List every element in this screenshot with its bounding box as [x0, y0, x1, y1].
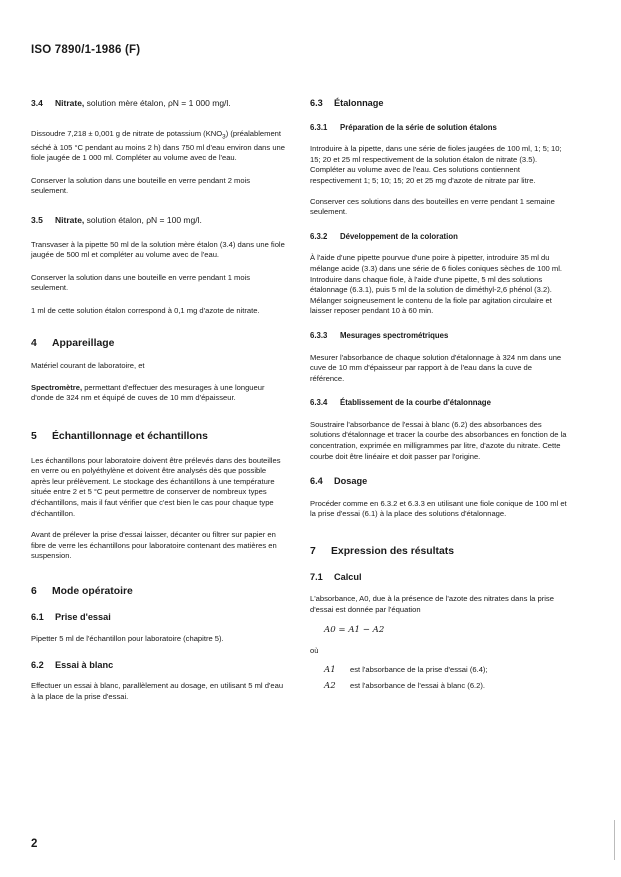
paragraph: Procéder comme en 6.3.2 et 6.3.3 en utilisant une fiole conique de 100 ml et la prise d'essai (6.1) à la place des solutions d'étalonnage.	[310, 498, 567, 519]
section-6-3-3-heading: 6.3.3 Mesurages spectrométriques	[310, 330, 449, 340]
section-3-5-heading: 3.5 Nitrate, solution étalon, ρN = 100 mg/l.	[31, 215, 202, 226]
scan-edge-line	[614, 820, 615, 860]
paragraph: Soustraire l'absorbance de l'essai à blanc (6.2) des absorbances des solutions d'étalonnage et tracer la courbe des absorbances en fonction de la concentration, exprimée en milligrammes par litre, d'azote du nitrate. Cette courbe doit être linéaire et doit passer par l'origine.	[310, 419, 567, 461]
paragraph: Conserver la solution dans une bouteille en verre pendant 1 mois seulement.	[31, 272, 251, 293]
paragraph: Pipetter 5 ml de l'échantillon pour laboratoire (chapitre 5).	[31, 634, 224, 644]
section-4-heading: 4 Appareillage	[31, 337, 115, 349]
paragraph: 1 ml de cette solution étalon correspond à 0,1 mg d'azote de nitrate.	[31, 306, 260, 316]
paragraph: Introduire à la pipette, dans une série de fioles jaugées de 100 ml, 1; 5; 10; 15; 20 et 25 ml respectivement de la solution étalon de nitrate (3.5). Compléter au volume avec de l'eau. Ces solutions contiennent respectivement 1; 5; 10; 15; 20 et 25 mg d'azote de nitrate par litre.	[310, 144, 562, 185]
paragraph: Avant de prélever la prise d'essai laisser, décanter ou filtrer sur papier en fibre de verre les échantillons pour laboratoire contenant des matières en suspension.	[31, 530, 277, 561]
document-id: ISO 7890/1-1986 (F)	[31, 44, 141, 56]
section-6-3-2-heading: 6.3.2 Développement de la coloration	[310, 231, 458, 241]
section-6-3-1-heading: 6.3.1 Préparation de la série de solution étalons	[310, 122, 497, 132]
paragraph: Matériel courant de laboratoire, et	[31, 361, 145, 371]
section-6-3-4-heading: 6.3.4 Établissement de la courbe d'étalonnage	[310, 398, 491, 408]
section-6-1-heading: 6.1 Prise d'essai	[31, 611, 111, 622]
section-7-1-heading: 7.1 Calcul	[310, 571, 362, 582]
section-6-heading: 6 Mode opératoire	[31, 585, 133, 597]
paragraph: Spectromètre, permettant d'effectuer des mesurages à une longueur d'onde de 324 nm et équipé de cuves de 10 mm d'épaisseur.	[31, 382, 265, 403]
left-column	[31, 98, 285, 703]
paragraph: Les échantillons pour laboratoire doivent être prélevés dans des bouteilles en verre ou en polyéthylène et doivent être analysés dès que possible après leur prélèvement. Le stockage des échantillons à une température située entre 2 et 5 °C peut permettre de conserver de nombreux types d'échantillons, mais il faut vérifier que c'est bien le cas pour chaque type d'échantillon.	[31, 455, 281, 518]
paragraph: Transvaser à la pipette 50 ml de la solution mère étalon (3.4) dans une fiole jaugée de 500 ml et compléter au volume avec de l'eau.	[31, 239, 285, 260]
section-6-2-heading: 6.2 Essai à blanc	[31, 659, 114, 670]
paragraph: Mesurer l'absorbance de chaque solution d'étalonnage à 324 nm dans une cuve de 10 mm d'épaisseur par rapport à de l'eau dans la cuve de référence.	[310, 352, 562, 383]
paragraph: À l'aide d'une pipette pourvue d'une poire à pipetter, introduire 35 ml du mélange acide (3.3) dans une série de 6 fioles coniques sèches de 100 ml. Introduire dans chaque fiole, à l'aide d'une pipette, 5 ml des solutions étalonnage (6.3.1), puis 5 ml de la solution de diméthyl-2,6 phénol (3.2). Mélanger soigneusement le contenu de la fiole par agitation circulaire et laisser reposer pendant 10 à 60 min.	[310, 253, 563, 316]
definition-a2: A2 est l'absorbance de l'essai à blanc (6.2).	[324, 681, 486, 692]
paragraph: Conserver ces solutions dans des bouteilles en verre pendant 1 semaine seulement.	[310, 196, 555, 217]
paragraph: Conserver la solution dans une bouteille en verre pendant 2 mois seulement.	[31, 175, 251, 196]
section-7-heading: 7 Expression des résultats	[310, 546, 455, 558]
equation: A0 = A1 − A2	[324, 625, 385, 636]
definition-a1: A1 est l'absorbance de la prise d'essai (6.4);	[324, 664, 488, 675]
page-number: 2	[31, 838, 38, 850]
paragraph: Effectuer un essai à blanc, parallèlement au dosage, en utilisant 5 ml d'eau à la place de la prise d'essai.	[31, 681, 284, 701]
section-6-3-heading: 6.3 Étalonnage	[310, 98, 384, 108]
section-3-4-heading: 3.4 Nitrate, solution mère étalon, ρN = 1 000 mg/l.	[31, 98, 231, 108]
paragraph: L'absorbance, A0, due à la présence de l'azote des nitrates dans la prise d'essai est donnée par l'équation	[310, 594, 554, 614]
right-column	[310, 98, 568, 692]
paragraph: où	[310, 646, 319, 655]
section-6-4-heading: 6.4 Dosage	[310, 476, 368, 487]
paragraph: Dissoudre 7,218 ± 0,001 g de nitrate de potassium $(KNO_3)$ (préalablement séché à 105 °C pendant au moins 2 h) dans 750 ml d'eau environ dans une fiole jaugée de 1 000 ml. Compléter au volume avec de l'eau.	[31, 128, 285, 163]
section-5-heading: 5 Échantillonnage et échantillons	[31, 431, 208, 443]
